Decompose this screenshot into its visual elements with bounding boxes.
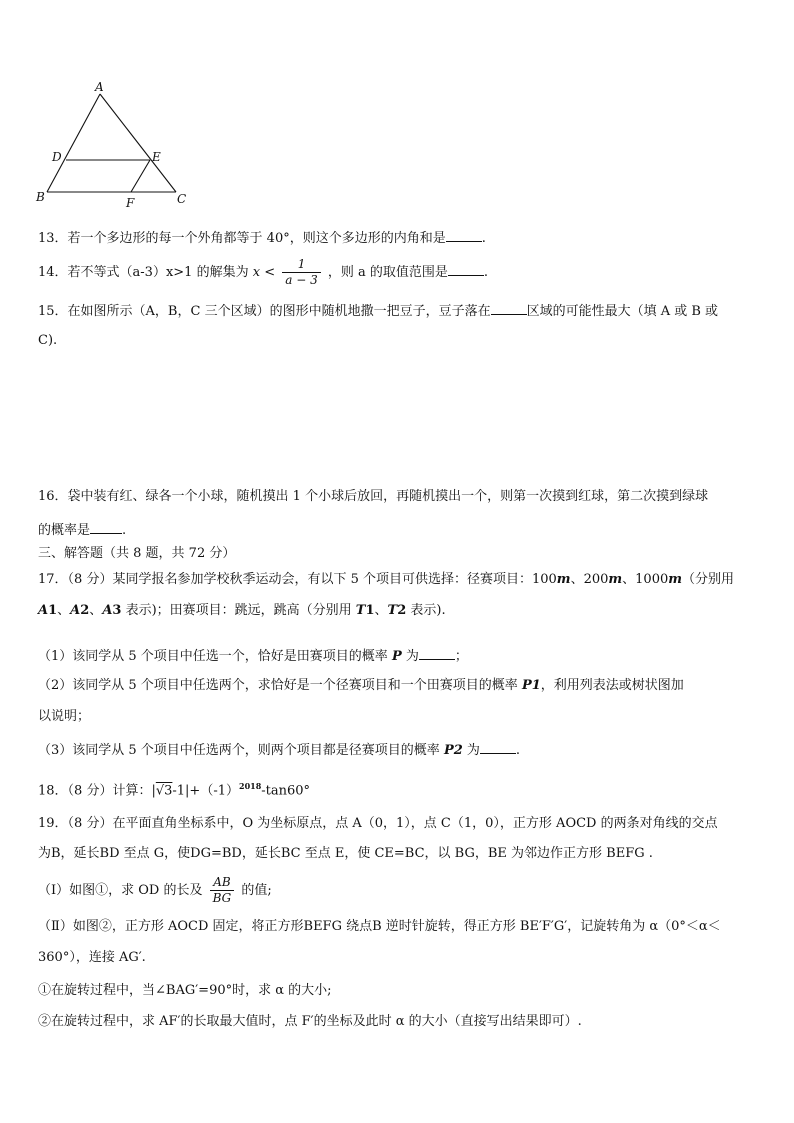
triangle-figure [30,80,200,210]
section-header: 三、解答题（共 8 题，共 72 分） [38,546,236,561]
label-a: A [95,80,104,94]
answer-blank[interactable] [448,263,484,276]
question-19-sub1: ①在旋转过程中，当∠BAG′=90°时，求 α 的大小; [38,983,332,998]
answer-blank[interactable] [90,521,122,534]
label-c: C [177,192,187,206]
label-e: E [152,150,161,164]
question-19-part2: （Ⅱ）如图②，正方形 AOCD 固定，将正方形BEFG 绕点B 逆时针旋转，得正方形 BE′F′G′，记旋转角为 α（0°＜α＜ [38,919,721,934]
question-14: 14．若不等式（a-3）x>1 的解集为 x < $\frac{1}{a - 3}$ ，则 a 的取值范围是 . [38,257,489,287]
label-b: B [36,190,45,204]
question-19-l2: 为B，延长BD 至点 G，使DG=BD，延长BC 至点 E，使 CE=BC，以 BG，BE 为邻边作正方形 BEFG . [38,846,653,861]
question-18: 18．（8 分）计算：$|√3-1|+(-1)^{2018}-\tan 60^\circ$ [38,781,311,799]
answer-blank[interactable] [491,302,527,315]
question-13: 13．若一个多边形的每一个外角都等于 40°，则这个多边形的内角和是 . [38,231,486,246]
question-16-cont: 的概率是 . [38,523,127,538]
fraction: $\frac{AB}{BG}$ [210,875,235,906]
question-15-cont: C). [38,333,58,348]
question-17-part2-cont: 以说明； [38,709,91,724]
question-17-part1: （1）该同学从 5 个项目中任选一个，恰好是田赛项目的概率 P 为 ； [38,649,468,664]
question-19: 19．（8 分）在平面直角坐标系中，O 为坐标原点，点 A（0，1），点 C（1，0），正方形 AOCD 的两条对角线的交点 [38,816,718,831]
fraction: $\frac{1}{a - 3}$ [282,257,320,288]
answer-blank[interactable] [446,229,482,242]
question-19-sub2: ②在旋转过程中，求 AF′的长取最大值时，点 F′的坐标及此时 α 的大小（直接写出结果即可）. [38,1014,582,1029]
label-d: D [52,150,62,164]
question-15: 15．在如图所示（A，B，C 三个区域）的图形中随机地撒一把豆子，豆子落在 区域的可能性最大（填 A 或 B 或 [38,304,719,319]
label-f: F [126,196,135,210]
question-17-part2: （2）该同学从 5 个项目中任选两个，求恰好是一个径赛项目和一个田赛项目的概率 P1，利用列表法或树状图加 [38,678,684,693]
question-17-part3: （3）该同学从 5 个项目中任选两个，则两个项目都是径赛项目的概率 P2 为 . [38,743,521,758]
question-16: 16．袋中装有红、绿各一个小球，随机摸出 1 个小球后放回，再随机摸出一个，则第一次摸到红球，第二次摸到绿球 [38,489,709,504]
answer-blank[interactable] [419,647,455,660]
question-19-part2-cont: 360°），连接 AG′. [38,950,146,965]
question-17: 17．（8 分）某同学报名参加学校秋季运动会，有以下 5 个项目可供选择：径赛项目：100m、200m、1000m（分别用 [38,572,735,587]
question-17-cont: A1、A2、A3 表示)；田赛项目：跳远，跳高（分别用 T1、T2 表示). [38,603,446,618]
answer-blank[interactable] [480,741,516,754]
question-19-part1: （Ⅰ）如图①，求 OD 的长及 $\frac{AB}{BG}$ 的值; [38,875,272,905]
